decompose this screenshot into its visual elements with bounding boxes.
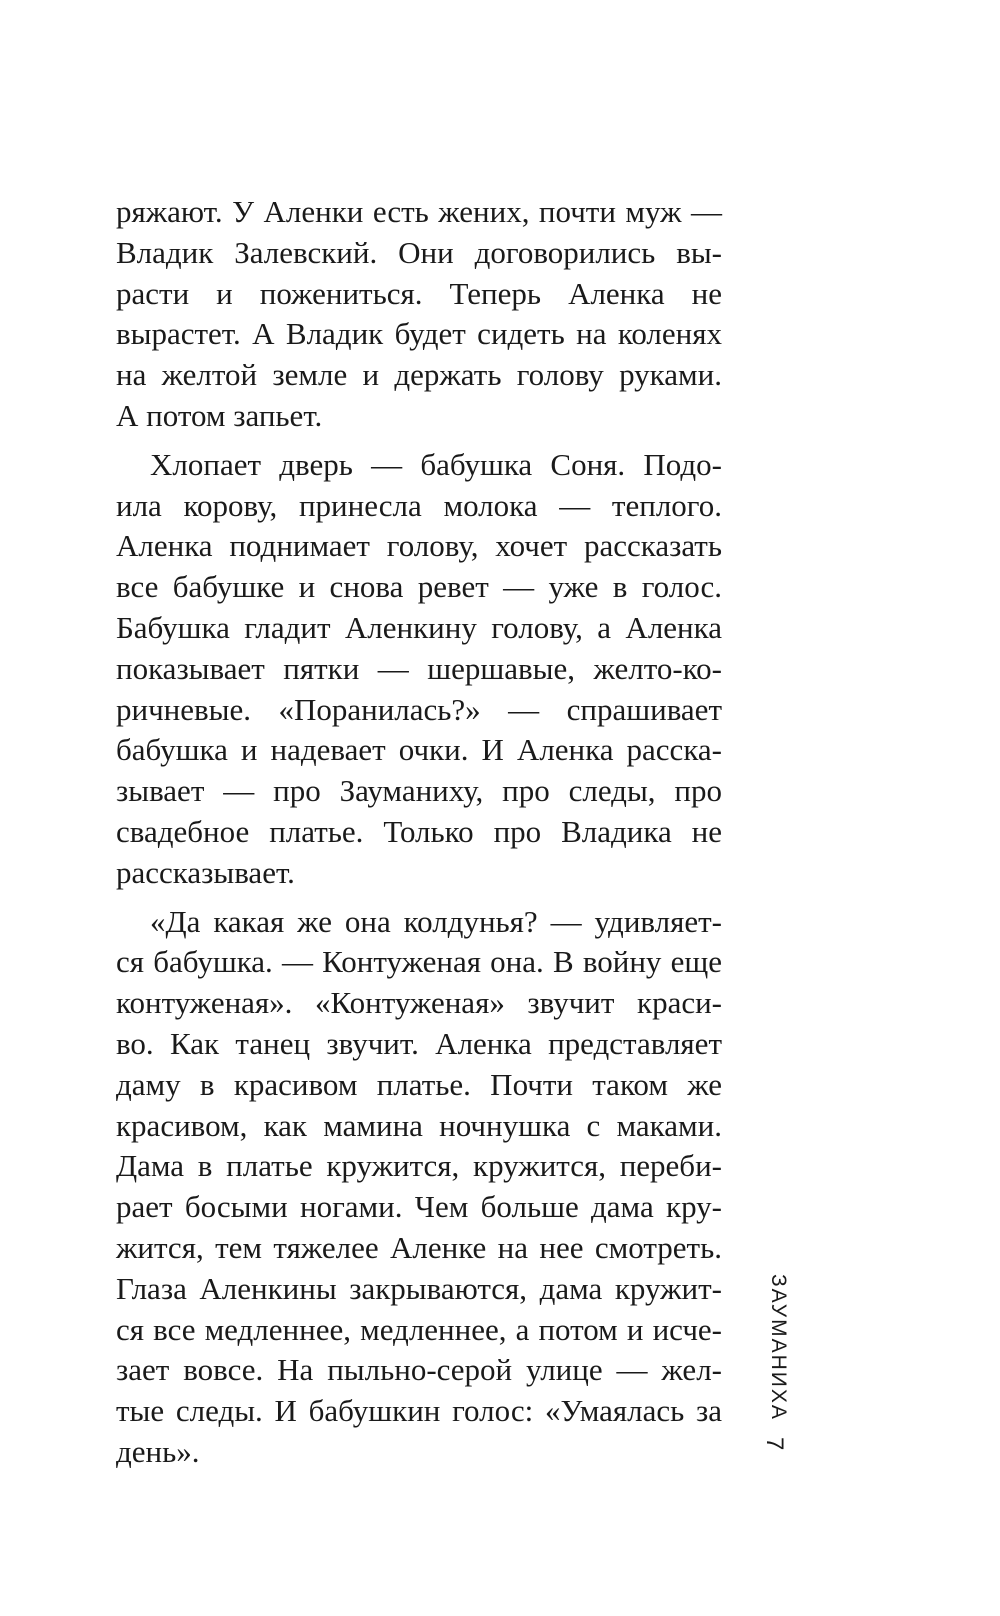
text-line: жится, тем тяжелее Аленке на нее смотреть. (116, 1229, 722, 1265)
text-line: рассказывает. (116, 854, 295, 890)
text-line: Хлопает дверь — бабушка Соня. Подо- (150, 446, 722, 482)
text-line: Владик Залевский. Они договорились вы- (116, 234, 722, 270)
text-line: зает вовсе. На пыльно-серой улице — жел- (116, 1352, 722, 1388)
text-line: свадебное платье. Только про Владика не (116, 813, 722, 849)
text-line: все бабушке и снова ревет — уже в голос. (116, 569, 722, 605)
text-line: ся все медленнее, медленнее, а потом и исче- (116, 1311, 722, 1347)
text-line: показывает пятки — шершавые, желто-ко- (116, 650, 722, 686)
text-line: Глаза Аленкины закрываются, дама кружит- (116, 1270, 722, 1306)
text-line: рает босыми ногами. Чем больше дама кру- (116, 1189, 722, 1225)
page-number: 7 (761, 1437, 788, 1451)
text-line: Бабушка гладит Аленкину голову, а Аленка (116, 609, 722, 645)
text-line: А потом запьет. (116, 397, 323, 433)
text-line: зывает — про Зауманиху, про следы, про (116, 773, 722, 809)
text-line: ила корову, принесла молока — теплого. (116, 487, 722, 523)
text-line: тые следы. И бабушкин голос: «Умаялась за (116, 1393, 722, 1429)
text-line: ричневые. «Поранилась?» — спрашивает (116, 691, 722, 727)
text-line: Аленка поднимает голову, хочет рассказать (116, 528, 722, 564)
text-line: «Да какая же она колдунья? — удивляет- (150, 903, 722, 939)
body-text (116, 192, 722, 1473)
text-line: во. Как танец звучит. Аленка представляет (116, 1025, 722, 1061)
text-line: день». (116, 1433, 200, 1469)
text-line: контуженая». «Контуженая» звучит краси- (116, 985, 722, 1021)
text-line: ся бабушка. — Контуженая она. В войну еще (116, 944, 722, 980)
text-line: Дама в платье кружится, кружится, переби- (116, 1148, 722, 1184)
text-line: вырастет. А Владик будет сидеть на коленях (116, 316, 722, 352)
text-line: красивом, как мамина ночнушка с маками. (116, 1107, 722, 1143)
running-head: ЗАУМАНИХА (767, 1274, 790, 1421)
text-line: даму в красивом платье. Почти таком же (116, 1066, 722, 1102)
text-line: на желтой земле и держать голову руками. (116, 357, 722, 393)
text-line: ряжают. У Аленки есть жених, почти муж — (116, 194, 722, 229)
text-line: расти и пожениться. Теперь Аленка не (116, 275, 722, 311)
text-line: бабушка и надевает очки. И Аленка расска- (116, 732, 722, 768)
